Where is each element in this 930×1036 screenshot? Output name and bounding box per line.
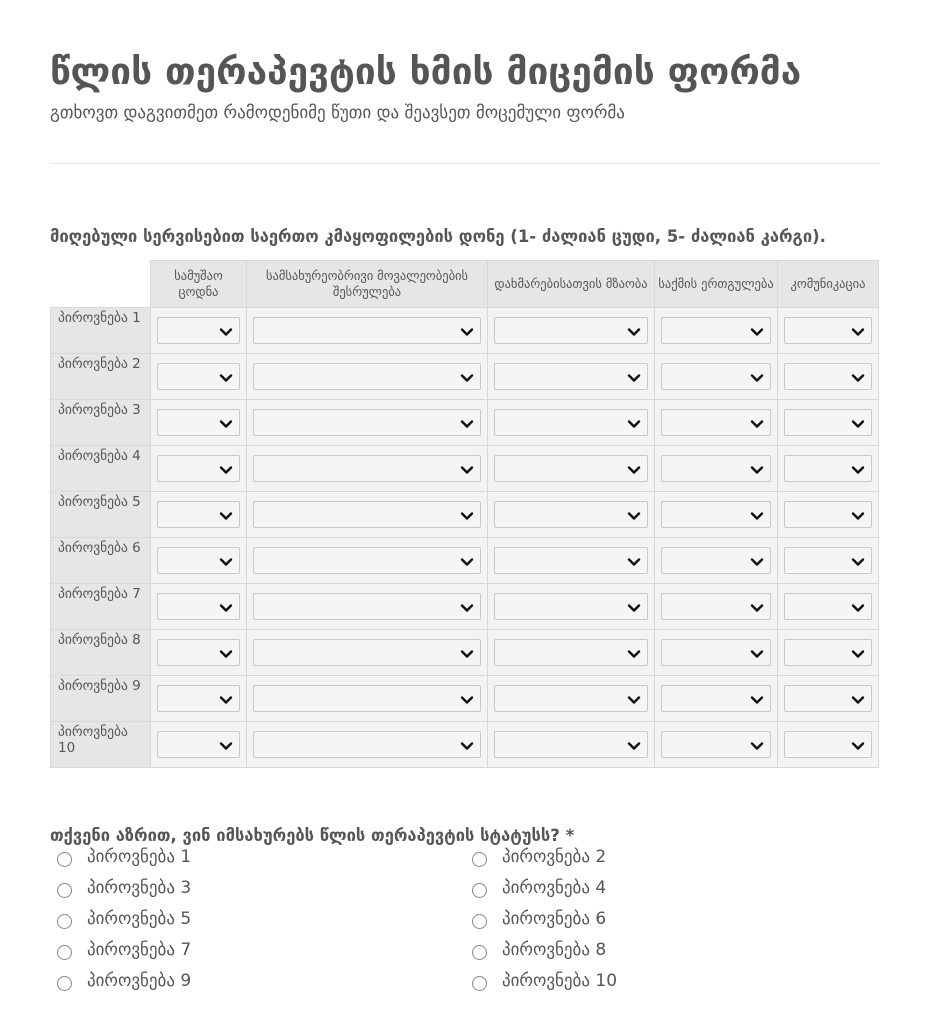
rating-dropdown[interactable] xyxy=(253,317,481,344)
chevron-down-icon xyxy=(460,554,474,568)
matrix-cell xyxy=(488,676,655,722)
matrix-row xyxy=(51,400,879,446)
chevron-down-icon xyxy=(460,600,474,614)
matrix-row-label: პიროვნება 1 xyxy=(51,308,151,354)
matrix-cell xyxy=(151,538,247,584)
vote-option-label[interactable]: პიროვნება 2 xyxy=(502,847,607,867)
matrix-row-label: პიროვნება 10 xyxy=(51,722,151,768)
rating-dropdown[interactable] xyxy=(784,501,872,528)
vote-option[interactable] xyxy=(472,847,606,867)
chevron-down-icon xyxy=(627,370,641,384)
matrix-cell xyxy=(778,722,879,768)
chevron-down-icon xyxy=(627,508,641,522)
rating-dropdown[interactable] xyxy=(494,409,648,436)
rating-dropdown[interactable] xyxy=(494,685,648,712)
rating-dropdown[interactable] xyxy=(157,593,240,620)
vote-option[interactable] xyxy=(57,971,191,991)
rating-dropdown[interactable] xyxy=(253,639,481,666)
chevron-down-icon xyxy=(460,370,474,384)
vote-option[interactable] xyxy=(57,878,191,898)
vote-option-label[interactable]: პიროვნება 8 xyxy=(502,940,607,960)
chevron-down-icon xyxy=(851,416,865,430)
chevron-down-icon xyxy=(750,324,764,338)
chevron-down-icon xyxy=(219,600,233,614)
matrix-cell xyxy=(655,446,778,492)
radio-button[interactable] xyxy=(472,914,487,929)
matrix-corner xyxy=(51,261,151,308)
matrix-cell xyxy=(151,446,247,492)
rating-dropdown[interactable] xyxy=(253,731,481,758)
matrix-cell xyxy=(247,400,488,446)
matrix-row-label: პიროვნება 7 xyxy=(51,584,151,630)
rating-dropdown[interactable] xyxy=(784,409,872,436)
matrix-cell xyxy=(247,354,488,400)
radio-button[interactable] xyxy=(57,852,72,867)
chevron-down-icon xyxy=(851,646,865,660)
chevron-down-icon xyxy=(219,462,233,476)
matrix-row-label: პიროვნება 2 xyxy=(51,354,151,400)
vote-option-label[interactable]: პიროვნება 6 xyxy=(502,909,607,929)
radio-button[interactable] xyxy=(472,945,487,960)
matrix-column-header: სამსახურეობრივი მოვალეობების შესრულება xyxy=(247,261,488,308)
matrix-cell xyxy=(655,354,778,400)
chevron-down-icon xyxy=(460,508,474,522)
vote-option-label[interactable]: პიროვნება 4 xyxy=(502,878,607,898)
matrix-cell xyxy=(655,584,778,630)
matrix-cell xyxy=(778,400,879,446)
chevron-down-icon xyxy=(750,370,764,384)
matrix-row-label: პიროვნება 3 xyxy=(51,400,151,446)
matrix-cell xyxy=(247,492,488,538)
matrix-row xyxy=(51,446,879,492)
matrix-cell xyxy=(247,308,488,354)
radio-button[interactable] xyxy=(57,883,72,898)
matrix-row-label: პიროვნება 5 xyxy=(51,492,151,538)
chevron-down-icon xyxy=(750,554,764,568)
chevron-down-icon xyxy=(460,462,474,476)
matrix-row-label: პიროვნება 8 xyxy=(51,630,151,676)
chevron-down-icon xyxy=(851,600,865,614)
chevron-down-icon xyxy=(851,508,865,522)
matrix-cell xyxy=(151,308,247,354)
matrix-cell xyxy=(778,354,879,400)
chevron-down-icon xyxy=(750,508,764,522)
chevron-down-icon xyxy=(460,416,474,430)
rating-dropdown[interactable] xyxy=(661,455,771,482)
matrix-row xyxy=(51,584,879,630)
rating-dropdown[interactable] xyxy=(784,639,872,666)
matrix-cell xyxy=(655,308,778,354)
rating-dropdown[interactable] xyxy=(253,455,481,482)
matrix-column-header: სამუშაო ცოდნა xyxy=(151,261,247,308)
rating-dropdown[interactable] xyxy=(157,501,240,528)
matrix-row xyxy=(51,308,879,354)
chevron-down-icon xyxy=(219,738,233,752)
rating-dropdown[interactable] xyxy=(661,363,771,390)
chevron-down-icon xyxy=(627,738,641,752)
rating-dropdown[interactable] xyxy=(253,363,481,390)
rating-dropdown[interactable] xyxy=(157,363,240,390)
matrix-row xyxy=(51,492,879,538)
rating-dropdown[interactable] xyxy=(784,685,872,712)
chevron-down-icon xyxy=(460,738,474,752)
chevron-down-icon xyxy=(627,554,641,568)
vote-option-label[interactable]: პიროვნება 10 xyxy=(502,971,618,991)
matrix-cell xyxy=(655,722,778,768)
vote-question-label: თქვენი აზრით, ვინ იმსახურებს წლის თერაპევტის სტატუსს? * xyxy=(50,826,575,845)
rating-dropdown[interactable] xyxy=(494,317,648,344)
chevron-down-icon xyxy=(219,416,233,430)
chevron-down-icon xyxy=(627,692,641,706)
matrix-cell xyxy=(151,722,247,768)
vote-option[interactable] xyxy=(472,940,606,960)
matrix-cell xyxy=(247,630,488,676)
matrix-cell xyxy=(488,354,655,400)
rating-dropdown[interactable] xyxy=(784,547,872,574)
rating-dropdown[interactable] xyxy=(157,731,240,758)
chevron-down-icon xyxy=(750,416,764,430)
rating-dropdown[interactable] xyxy=(784,317,872,344)
chevron-down-icon xyxy=(460,646,474,660)
vote-option[interactable] xyxy=(472,878,606,898)
header-divider xyxy=(50,163,880,164)
matrix-cell xyxy=(655,400,778,446)
chevron-down-icon xyxy=(851,324,865,338)
chevron-down-icon xyxy=(219,692,233,706)
matrix-question-label: მიღებული სერვისებით საერთო კმაყოფილების დონე (1- ძალიან ცუდი, 5- ძალიან კარგი). xyxy=(50,227,826,246)
matrix-row-label: პიროვნება 9 xyxy=(51,676,151,722)
matrix-cell xyxy=(247,538,488,584)
chevron-down-icon xyxy=(851,462,865,476)
radio-button[interactable] xyxy=(57,914,72,929)
radio-button[interactable] xyxy=(57,945,72,960)
matrix-column-header: დახმარებისათვის მზაობა xyxy=(488,261,655,308)
form-subtitle: გთხოვთ დაგვითმეთ რამოდენიმე წუთი და შეავსეთ მოცემული ფორმა xyxy=(50,103,625,123)
matrix-cell xyxy=(488,722,655,768)
satisfaction-matrix xyxy=(50,260,879,768)
rating-dropdown[interactable] xyxy=(494,547,648,574)
rating-dropdown[interactable] xyxy=(253,593,481,620)
matrix-cell xyxy=(151,630,247,676)
rating-dropdown[interactable] xyxy=(157,639,240,666)
matrix-cell xyxy=(778,538,879,584)
matrix-cell xyxy=(655,630,778,676)
matrix-cell xyxy=(778,308,879,354)
rating-dropdown[interactable] xyxy=(661,501,771,528)
matrix-row-label: პიროვნება 6 xyxy=(51,538,151,584)
chevron-down-icon xyxy=(219,508,233,522)
chevron-down-icon xyxy=(627,600,641,614)
vote-option-label[interactable]: პიროვნება 1 xyxy=(87,847,192,867)
matrix-cell xyxy=(655,492,778,538)
rating-dropdown[interactable] xyxy=(494,639,648,666)
rating-dropdown[interactable] xyxy=(157,317,240,344)
radio-button[interactable] xyxy=(57,976,72,991)
chevron-down-icon xyxy=(750,692,764,706)
vote-option-label[interactable]: პიროვნება 3 xyxy=(87,878,192,898)
rating-dropdown[interactable] xyxy=(253,501,481,528)
rating-dropdown[interactable] xyxy=(661,639,771,666)
rating-dropdown[interactable] xyxy=(784,363,872,390)
chevron-down-icon xyxy=(627,324,641,338)
matrix-cell xyxy=(655,676,778,722)
rating-dropdown[interactable] xyxy=(784,455,872,482)
rating-dropdown[interactable] xyxy=(661,685,771,712)
matrix-row xyxy=(51,354,879,400)
matrix-row xyxy=(51,676,879,722)
rating-dropdown[interactable] xyxy=(494,501,648,528)
matrix-cell xyxy=(778,446,879,492)
matrix-cell xyxy=(488,538,655,584)
rating-dropdown[interactable] xyxy=(661,731,771,758)
matrix-row-label: პიროვნება 4 xyxy=(51,446,151,492)
rating-dropdown[interactable] xyxy=(494,731,648,758)
rating-dropdown[interactable] xyxy=(661,317,771,344)
matrix-row xyxy=(51,630,879,676)
chevron-down-icon xyxy=(460,324,474,338)
matrix-cell xyxy=(247,584,488,630)
matrix-cell xyxy=(778,630,879,676)
vote-option[interactable] xyxy=(57,940,191,960)
chevron-down-icon xyxy=(851,554,865,568)
chevron-down-icon xyxy=(750,646,764,660)
rating-dropdown[interactable] xyxy=(661,409,771,436)
matrix-cell xyxy=(778,492,879,538)
matrix-row xyxy=(51,538,879,584)
chevron-down-icon xyxy=(219,646,233,660)
matrix-column-header: საქმის ერთგულება xyxy=(655,261,778,308)
rating-dropdown[interactable] xyxy=(253,685,481,712)
rating-dropdown[interactable] xyxy=(661,593,771,620)
vote-option-label[interactable]: პიროვნება 5 xyxy=(87,909,192,929)
matrix-cell xyxy=(488,308,655,354)
chevron-down-icon xyxy=(750,738,764,752)
rating-dropdown[interactable] xyxy=(157,685,240,712)
rating-dropdown[interactable] xyxy=(784,593,872,620)
rating-dropdown[interactable] xyxy=(494,363,648,390)
form-title: წლის თერაპევტის ხმის მიცემის ფორმა xyxy=(50,50,802,93)
vote-option[interactable] xyxy=(472,971,617,991)
chevron-down-icon xyxy=(851,370,865,384)
vote-option[interactable] xyxy=(57,847,191,867)
matrix-cell xyxy=(488,630,655,676)
matrix-cell xyxy=(488,584,655,630)
chevron-down-icon xyxy=(627,416,641,430)
rating-dropdown[interactable] xyxy=(661,547,771,574)
chevron-down-icon xyxy=(219,324,233,338)
chevron-down-icon xyxy=(851,738,865,752)
vote-option-label[interactable]: პიროვნება 9 xyxy=(87,971,192,991)
radio-button[interactable] xyxy=(472,883,487,898)
chevron-down-icon xyxy=(219,370,233,384)
matrix-cell xyxy=(488,400,655,446)
matrix-cell xyxy=(151,584,247,630)
matrix-cell xyxy=(247,722,488,768)
chevron-down-icon xyxy=(750,462,764,476)
chevron-down-icon xyxy=(851,692,865,706)
rating-dropdown[interactable] xyxy=(784,731,872,758)
rating-dropdown[interactable] xyxy=(494,455,648,482)
rating-dropdown[interactable] xyxy=(253,547,481,574)
matrix-cell xyxy=(151,400,247,446)
rating-dropdown[interactable] xyxy=(157,455,240,482)
vote-option-label[interactable]: პიროვნება 7 xyxy=(87,940,192,960)
matrix-row xyxy=(51,722,879,768)
vote-option[interactable] xyxy=(57,909,191,929)
matrix-cell xyxy=(778,584,879,630)
rating-dropdown[interactable] xyxy=(253,409,481,436)
form-header xyxy=(50,48,880,124)
matrix-cell xyxy=(247,676,488,722)
chevron-down-icon xyxy=(460,692,474,706)
matrix-cell xyxy=(488,492,655,538)
matrix-cell xyxy=(488,446,655,492)
matrix-cell xyxy=(151,492,247,538)
chevron-down-icon xyxy=(750,600,764,614)
matrix-cell xyxy=(247,446,488,492)
matrix-cell xyxy=(151,676,247,722)
rating-dropdown[interactable] xyxy=(494,593,648,620)
rating-dropdown[interactable] xyxy=(157,409,240,436)
radio-button[interactable] xyxy=(472,976,487,991)
chevron-down-icon xyxy=(627,646,641,660)
chevron-down-icon xyxy=(219,554,233,568)
radio-button[interactable] xyxy=(472,852,487,867)
rating-dropdown[interactable] xyxy=(157,547,240,574)
matrix-cell xyxy=(778,676,879,722)
chevron-down-icon xyxy=(627,462,641,476)
vote-option[interactable] xyxy=(472,909,606,929)
matrix-cell xyxy=(151,354,247,400)
matrix-column-header: კომუნიკაცია xyxy=(778,261,879,308)
matrix-cell xyxy=(655,538,778,584)
